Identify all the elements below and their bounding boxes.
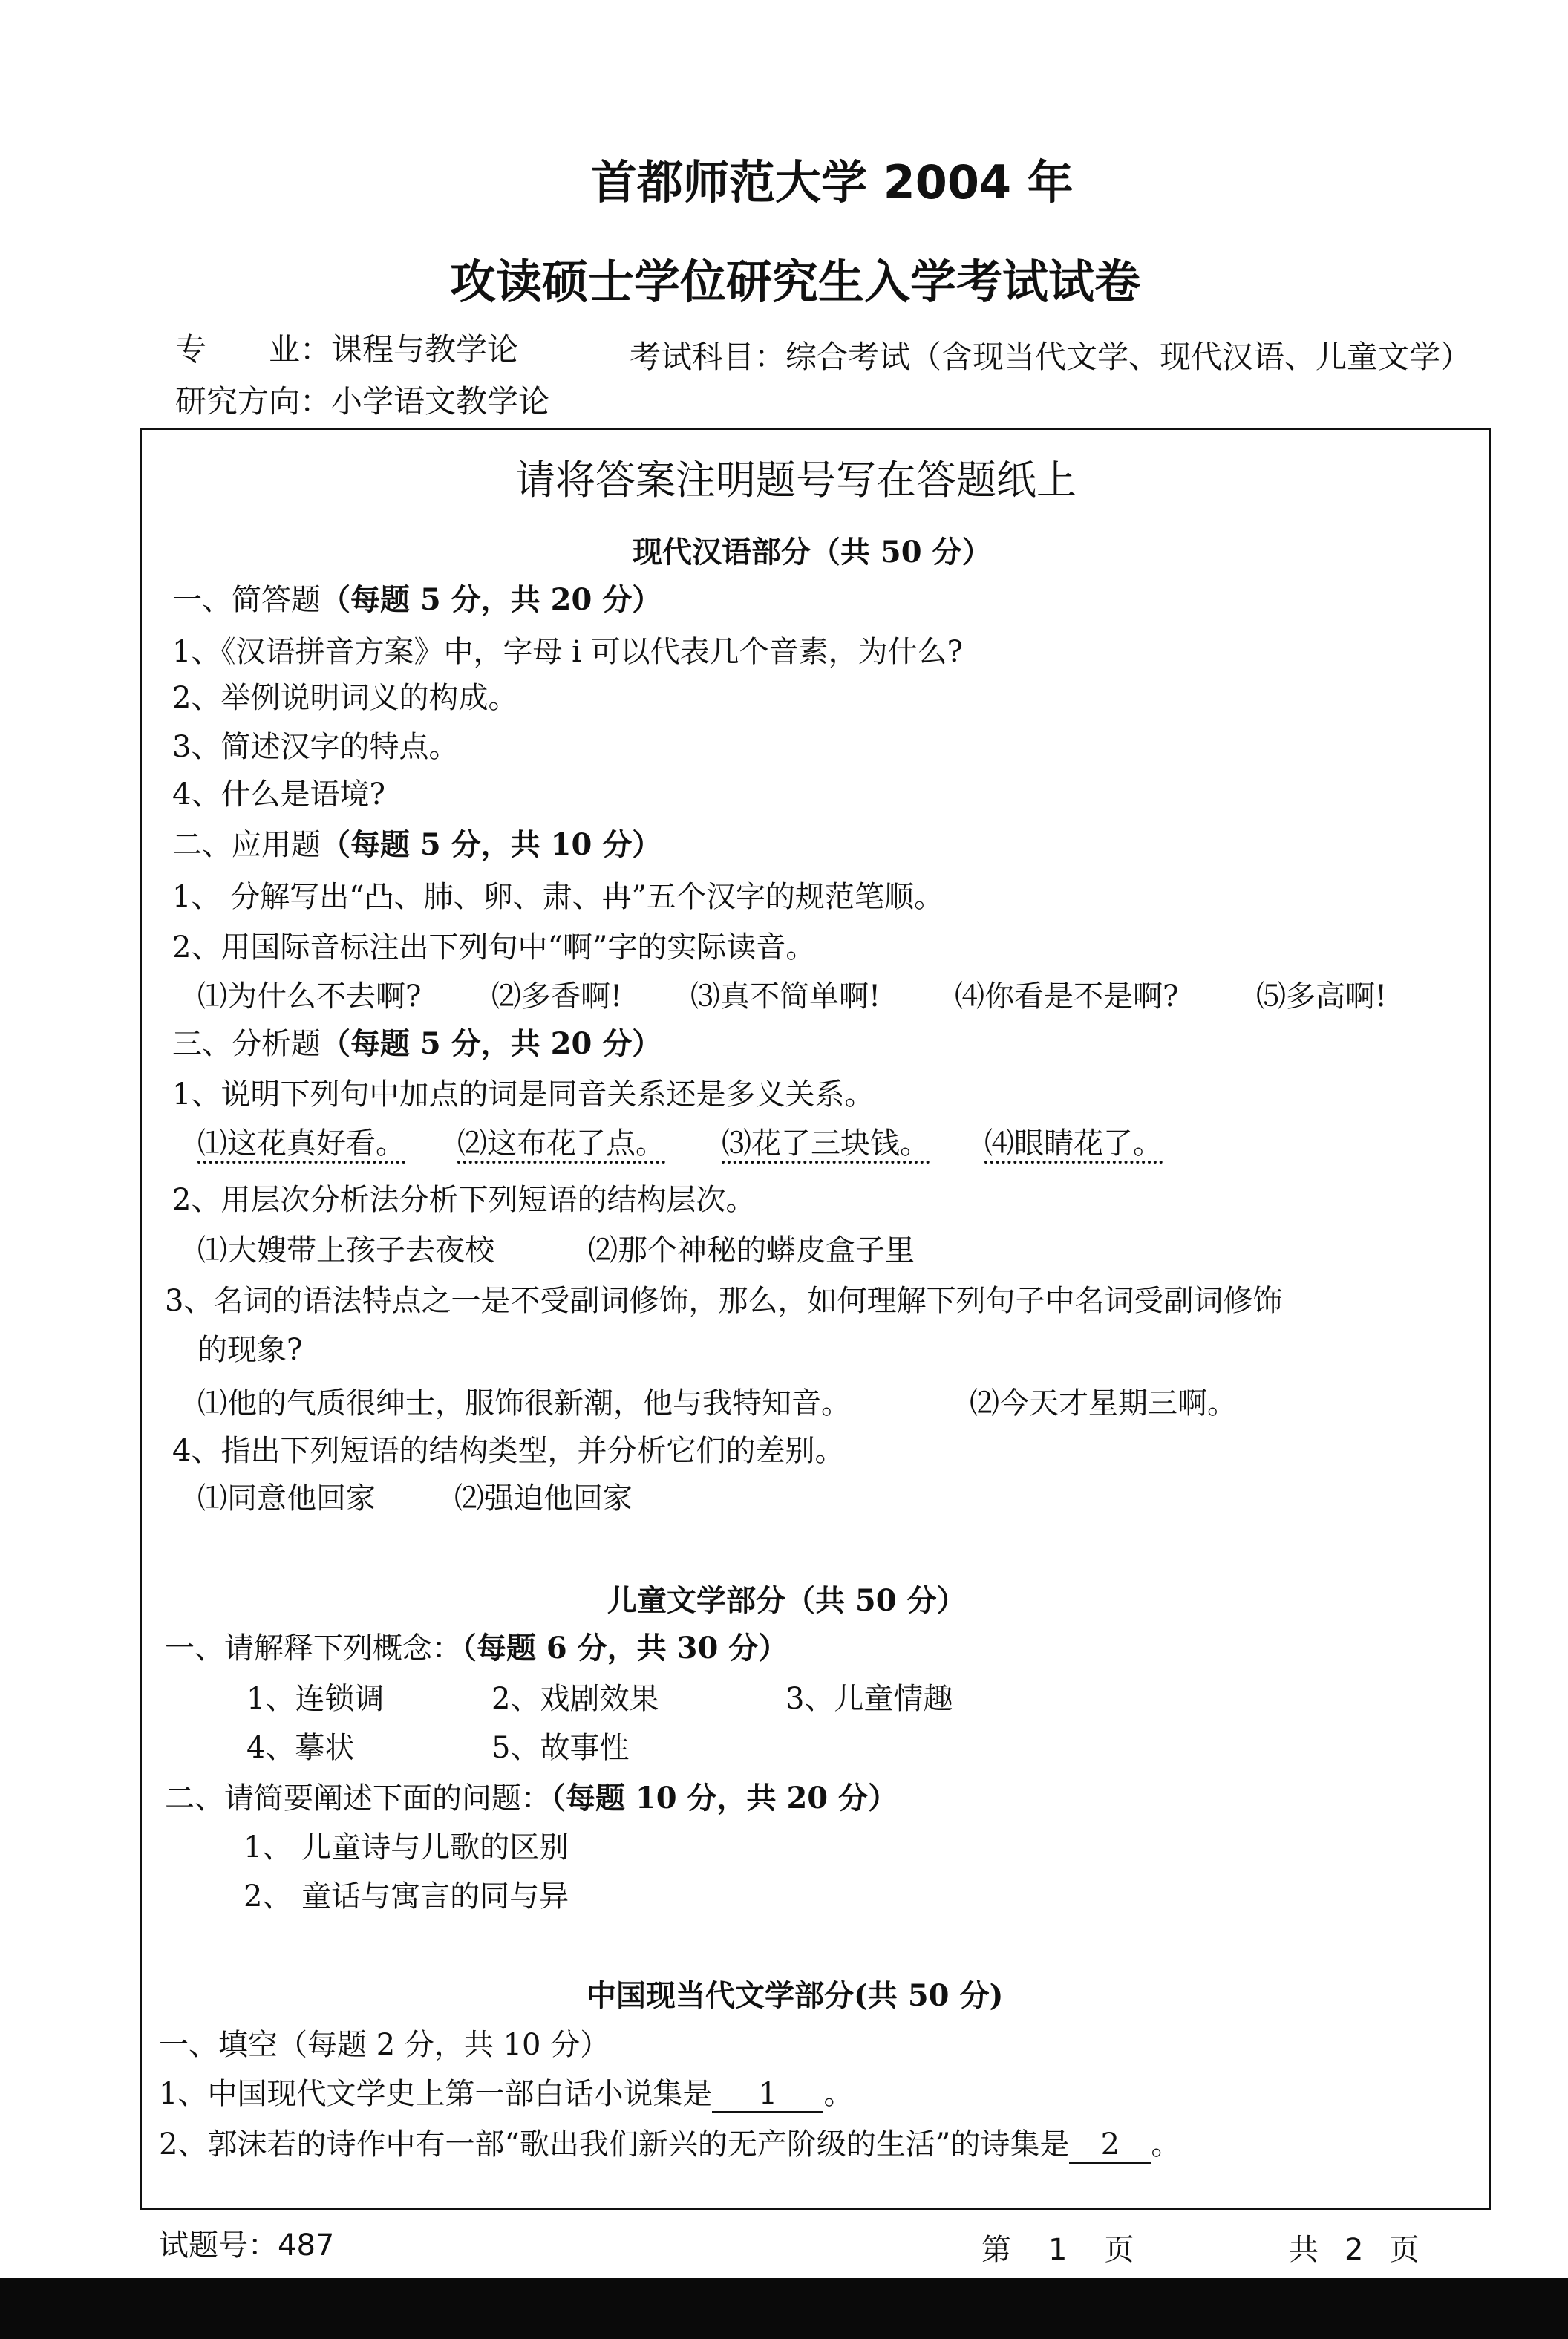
part3-q2-end: 。 (1151, 2127, 1181, 2162)
part2-s1-score: （每题 6 分，共 30 分） (462, 1631, 788, 1666)
question-code (159, 2222, 334, 2264)
part2-title: 儿童文学部分（共 50 分） (607, 1583, 967, 1618)
part1-s3-q1-option: ⑷眼睛花了。 (984, 1126, 1163, 1161)
part2-s1-item: 5、故事性 (491, 1731, 630, 1765)
part1-section1-heading (172, 576, 662, 619)
major-label: 专 业： (175, 331, 332, 368)
part1-s2-q2-option: ⑵多香啊! (491, 979, 623, 1014)
part1-s2-score: （每题 5 分，共 10 分） (321, 827, 662, 862)
part2-s1-item: 1、连锁调 (246, 1682, 385, 1716)
part1-section2-heading (172, 821, 662, 864)
part3-q1-text: 1、中国现代文学史上第一部白话小说集是 (159, 2077, 713, 2111)
part1-s2-q1: 1、 分解写出“凸、肺、卵、肃、冉”五个汉字的规范笔顺。 (172, 880, 944, 914)
page-suffix: 页 (1104, 2233, 1134, 2267)
part2-s2-title: 二、请简要阐述下面的问题： (165, 1781, 551, 1816)
part1-s3-q3-option: ⑵今天才星期三啊。 (970, 1386, 1237, 1420)
total-prefix: 共 (1289, 2233, 1319, 2267)
subject-row (630, 333, 1471, 377)
part2-s2-q2: 2、 童话与寓言的同与异 (244, 1879, 569, 1914)
subject-label: 考试科目： (630, 339, 786, 375)
exam-title-line1: 首都师范大学 2004 年 (591, 155, 1074, 209)
part1-s2-q2-option: ⑸多高啊! (1256, 979, 1388, 1014)
direction-label: 研究方向： (175, 383, 332, 420)
part1-s3-title: 三、分析题 (172, 1027, 321, 1061)
part1-s3-q2-option: ⑵那个神秘的蟒皮盒子里 (588, 1233, 915, 1268)
part1-s3-q1-option: ⑶花了三块钱。 (722, 1126, 930, 1161)
part3-s1-title: 一、填空 (159, 2028, 278, 2062)
part1-s3-q1: 1、说明下列句中加点的词是同音关系还是多义关系。 (172, 1077, 875, 1112)
page-indicator (981, 2226, 1134, 2268)
part3-q1 (159, 2070, 853, 2113)
part3-q1-end: 。 (823, 2077, 854, 2111)
part2-section1-heading (165, 1625, 788, 1667)
total-suffix: 页 (1389, 2233, 1420, 2267)
part1-s3-q2: 2、用层次分析法分析下列短语的结构层次。 (172, 1183, 756, 1217)
part2-section2-heading (165, 1775, 898, 1817)
part1-s2-q2-option: ⑷你看是不是啊? (955, 979, 1179, 1014)
part1-s2-q2-option: ⑶真不简单啊! (690, 979, 881, 1014)
direction-value: 小学语文教学论 (331, 383, 550, 420)
part1-s3-q1-option: ⑴这花真好看。 (197, 1126, 405, 1161)
part2-s1-item: 3、儿童情趣 (785, 1682, 953, 1716)
page-prefix: 第 (981, 2233, 1011, 2267)
part1-s3-q1-option: ⑵这布花了点。 (457, 1126, 665, 1161)
fill-blank-1: 1 (712, 2077, 823, 2113)
part1-s3-q3-line1: 3、名词的语法特点之一是不受副词修饰，那么，如何理解下列句子中名词受副词修饰 (165, 1284, 1283, 1318)
part2-s2-score: （每题 10 分，共 20 分） (551, 1781, 898, 1816)
part2-s1-item: 4、摹状 (246, 1731, 355, 1765)
exam-title-line2: 攻读硕士学位研究生入学考试试卷 (450, 255, 1141, 309)
part1-s1-q2: 2、举例说明词义的构成。 (172, 681, 518, 715)
part1-s1-q4: 4、什么是语境? (172, 777, 385, 812)
answer-notice: 请将答案注明题号写在答题纸上 (515, 457, 1077, 503)
part1-s3-q4: 4、指出下列短语的结构类型，并分析它们的差别。 (172, 1434, 845, 1468)
page-number: 1 (1048, 2233, 1068, 2267)
part1-s1-title: 一、简答题 (172, 583, 321, 617)
major-row (175, 325, 518, 370)
total-number: 2 (1344, 2233, 1364, 2267)
subject-value: 综合考试（含现当代文学、现代汉语、儿童文学） (785, 339, 1472, 375)
part1-s3-q4-option: ⑵强迫他回家 (454, 1481, 633, 1516)
part1-s2-title: 二、应用题 (172, 828, 321, 862)
part1-section3-heading (172, 1020, 662, 1063)
direction-row (175, 377, 549, 422)
question-code-label: 试题号： (159, 2228, 278, 2263)
part1-s2-q2: 2、用国际音标注出下列句中“啊”字的实际读音。 (172, 930, 816, 965)
part3-section1-heading (159, 2021, 610, 2064)
part3-q2-text: 2、郭沫若的诗作中有一部“歌出我们新兴的无产阶级的生活”的诗集是 (159, 2127, 1070, 2162)
part1-s3-q3-option: ⑴他的气质很绅士，服饰很新潮，他与我特知音。 (197, 1386, 851, 1420)
part1-s3-q3-line2: 的现象? (197, 1333, 303, 1367)
part2-s1-item: 2、戏剧效果 (491, 1682, 659, 1716)
part1-s1-score: （每题 5 分，共 20 分） (321, 582, 662, 617)
part1-title: 现代汉语部分（共 50 分） (633, 535, 992, 570)
question-code-value: 487 (278, 2228, 335, 2263)
scan-bottom-band (0, 2278, 1568, 2339)
part3-s1-score: （每题 2 分，共 10 分） (278, 2028, 610, 2062)
total-pages (1289, 2226, 1419, 2268)
part2-s2-q1: 1、 儿童诗与儿歌的区别 (244, 1830, 569, 1865)
part2-s1-title: 一、请解释下列概念： (165, 1631, 462, 1666)
major-value: 课程与教学论 (331, 331, 519, 368)
part1-s3-q2-option: ⑴大嫂带上孩子去夜校 (197, 1233, 494, 1268)
fill-blank-2: 2 (1069, 2127, 1151, 2164)
part3-title: 中国现当代文学部分(共 50 分) (587, 1978, 1004, 2013)
part1-s1-q3: 3、简述汉字的特点。 (172, 730, 459, 764)
part1-s2-q2-option: ⑴为什么不去啊? (197, 979, 422, 1014)
part3-q2 (159, 2121, 1180, 2164)
part1-s1-q1: 1、《汉语拼音方案》中，字母 i 可以代表几个音素，为什么? (172, 635, 964, 669)
part1-s3-score: （每题 5 分，共 20 分） (321, 1026, 662, 1061)
part1-s3-q4-option: ⑴同意他回家 (197, 1481, 376, 1516)
